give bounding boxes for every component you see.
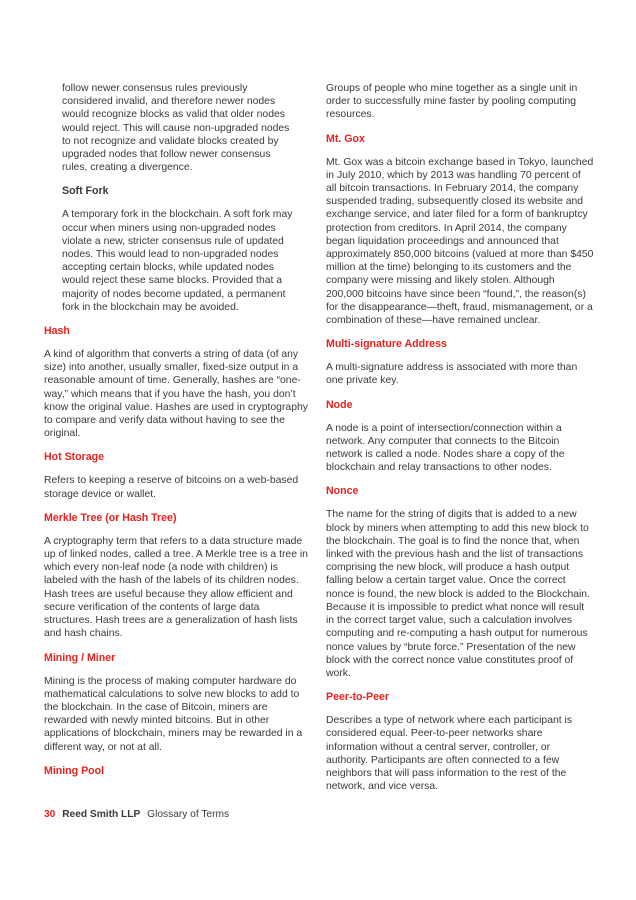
page-number: 30 (44, 809, 56, 820)
hard-fork-body-continued: follow newer consensus rules previously considered invalid, and therefore newer nodes would recognize blocks as valid that older nodes would reject. This will cause non-upgraded nodes to not recognize and validate blocks created by upgraded nodes that follow newer consensus rules, creating a divergence. (62, 83, 290, 174)
firm-name: Reed Smith LLP (62, 809, 141, 820)
nonce-heading: Nonce (326, 485, 359, 498)
document-title: Glossary of Terms (147, 809, 230, 820)
right-column (326, 82, 594, 804)
hash-body: A kind of algorithm that converts a string of data (of any size) into another, usually smaller, fixed-size output in a reasonable amount of time. Generally, hashes are “one-way,” which means that if you have the hash, you don’t know the original value. Hashes are used in cryptography to compare and verify data without having to see the original. (44, 349, 308, 440)
merkle-tree-body: A cryptography term that refers to a data structure made up of linked nodes, called a tree. A Merkle tree is a tree in which every non-leaf node (a node with children) is labeled with the hash of the labels of its children nodes. Hash trees are useful because they allow efficient and secure verification of the contents of large data structures. Hash trees are a generalization of hash lists and hash chains. (44, 535, 308, 640)
mining-pool-body: Groups of people who mine together as a single unit in order to successfully mine faster by pooling computing resources. (326, 83, 578, 121)
merkle-tree-heading: Merkle Tree (or Hash Tree) (44, 511, 177, 524)
nonce-body: The name for the string of digits that is added to a new block by miners when attempting to add this new block to the blockchain. The goal is to find the nonce that, when linked with the previous hash and the list of transactions comprising the new block, will produce a hash output falling below a certain target value. Once the correct nonce is found, the new block is added to the Blockchain. Because it is impossible to predict what nonce will result in the correct target value, such a calculation involves computing and re-computing a hash output for numerous nonce values by “brute force.” Presentation of the new block with the correct nonce value constitutes proof of work. (326, 509, 590, 679)
multi-signature-body: A multi-signature address is associated with more than one private key. (326, 362, 578, 387)
node-body: A node is a point of intersection/connection within a network. Any computer that connects to the Bitcoin network is called a node. Nodes share a copy of the blockchain and relay transactions to other nodes. (326, 422, 565, 474)
node-heading: Node (326, 398, 353, 411)
hard-fork-continuation (44, 82, 308, 314)
left-column (44, 82, 308, 788)
peer-to-peer-heading: Peer-to-Peer (326, 691, 389, 704)
multi-signature-heading: Multi-signature Address (326, 338, 447, 351)
mining-miner-heading: Mining / Miner (44, 651, 116, 664)
hot-storage-heading: Hot Storage (44, 451, 105, 464)
mining-pool-heading: Mining Pool (44, 764, 105, 777)
hot-storage-body: Refers to keeping a reserve of bitcoins on a web-based storage device or wallet. (44, 475, 299, 500)
mining-miner-body: Mining is the process of making computer hardware do mathematical calculations to solve new blocks to add to the blockchain. In the case of Bitcoin, miners are rewarded with newly minted bitcoins. But in other applications of blockchain, miners may be rewarded in a different way, or not at all. (44, 675, 303, 753)
mt-gox-heading: Mt. Gox (326, 132, 365, 145)
hash-heading: Hash (44, 325, 70, 338)
soft-fork-body: A temporary fork in the blockchain. A soft fork may occur when miners using non-upgraded nodes violate a new, stricter consensus rule of updated nodes. This would lead to non-upgraded nodes accepting certain blocks, while updated nodes would reject these same blocks. Provided that a majority of nodes become updated, a permanent fork in the blockchain may be avoided. (62, 209, 293, 313)
mt-gox-body: Mt. Gox was a bitcoin exchange based in Tokyo, launched in July 2010, which by 2013 was handling 70 percent of all bitcoin transactions. In February 2014, the company suspended trading, subsequently closed its website and exchange service, and later filed for a form of bankruptcy protection from creditors. In April 2014, the company began liquidation proceedings and announced that approximately 850,000 bitcoins (valued at more than $450 million at the time) belonging to its customers and the company were missing and likely stolen. Although 200,000 bitcoins have since been “found,”, the reason(s) for the disappearance—theft, fraud, mismanagement, or a combination of these—have remained unclear. (326, 156, 594, 327)
page-footer (44, 809, 229, 820)
soft-fork-heading: Soft Fork (62, 185, 109, 198)
peer-to-peer-body: Describes a type of network where each participant is considered equal. Peer-to-peer networks share information without a central server, controller, or authority. Participants are often connected to a few neighbors that will pass information to the rest of the network, and vice versa. (326, 715, 573, 793)
